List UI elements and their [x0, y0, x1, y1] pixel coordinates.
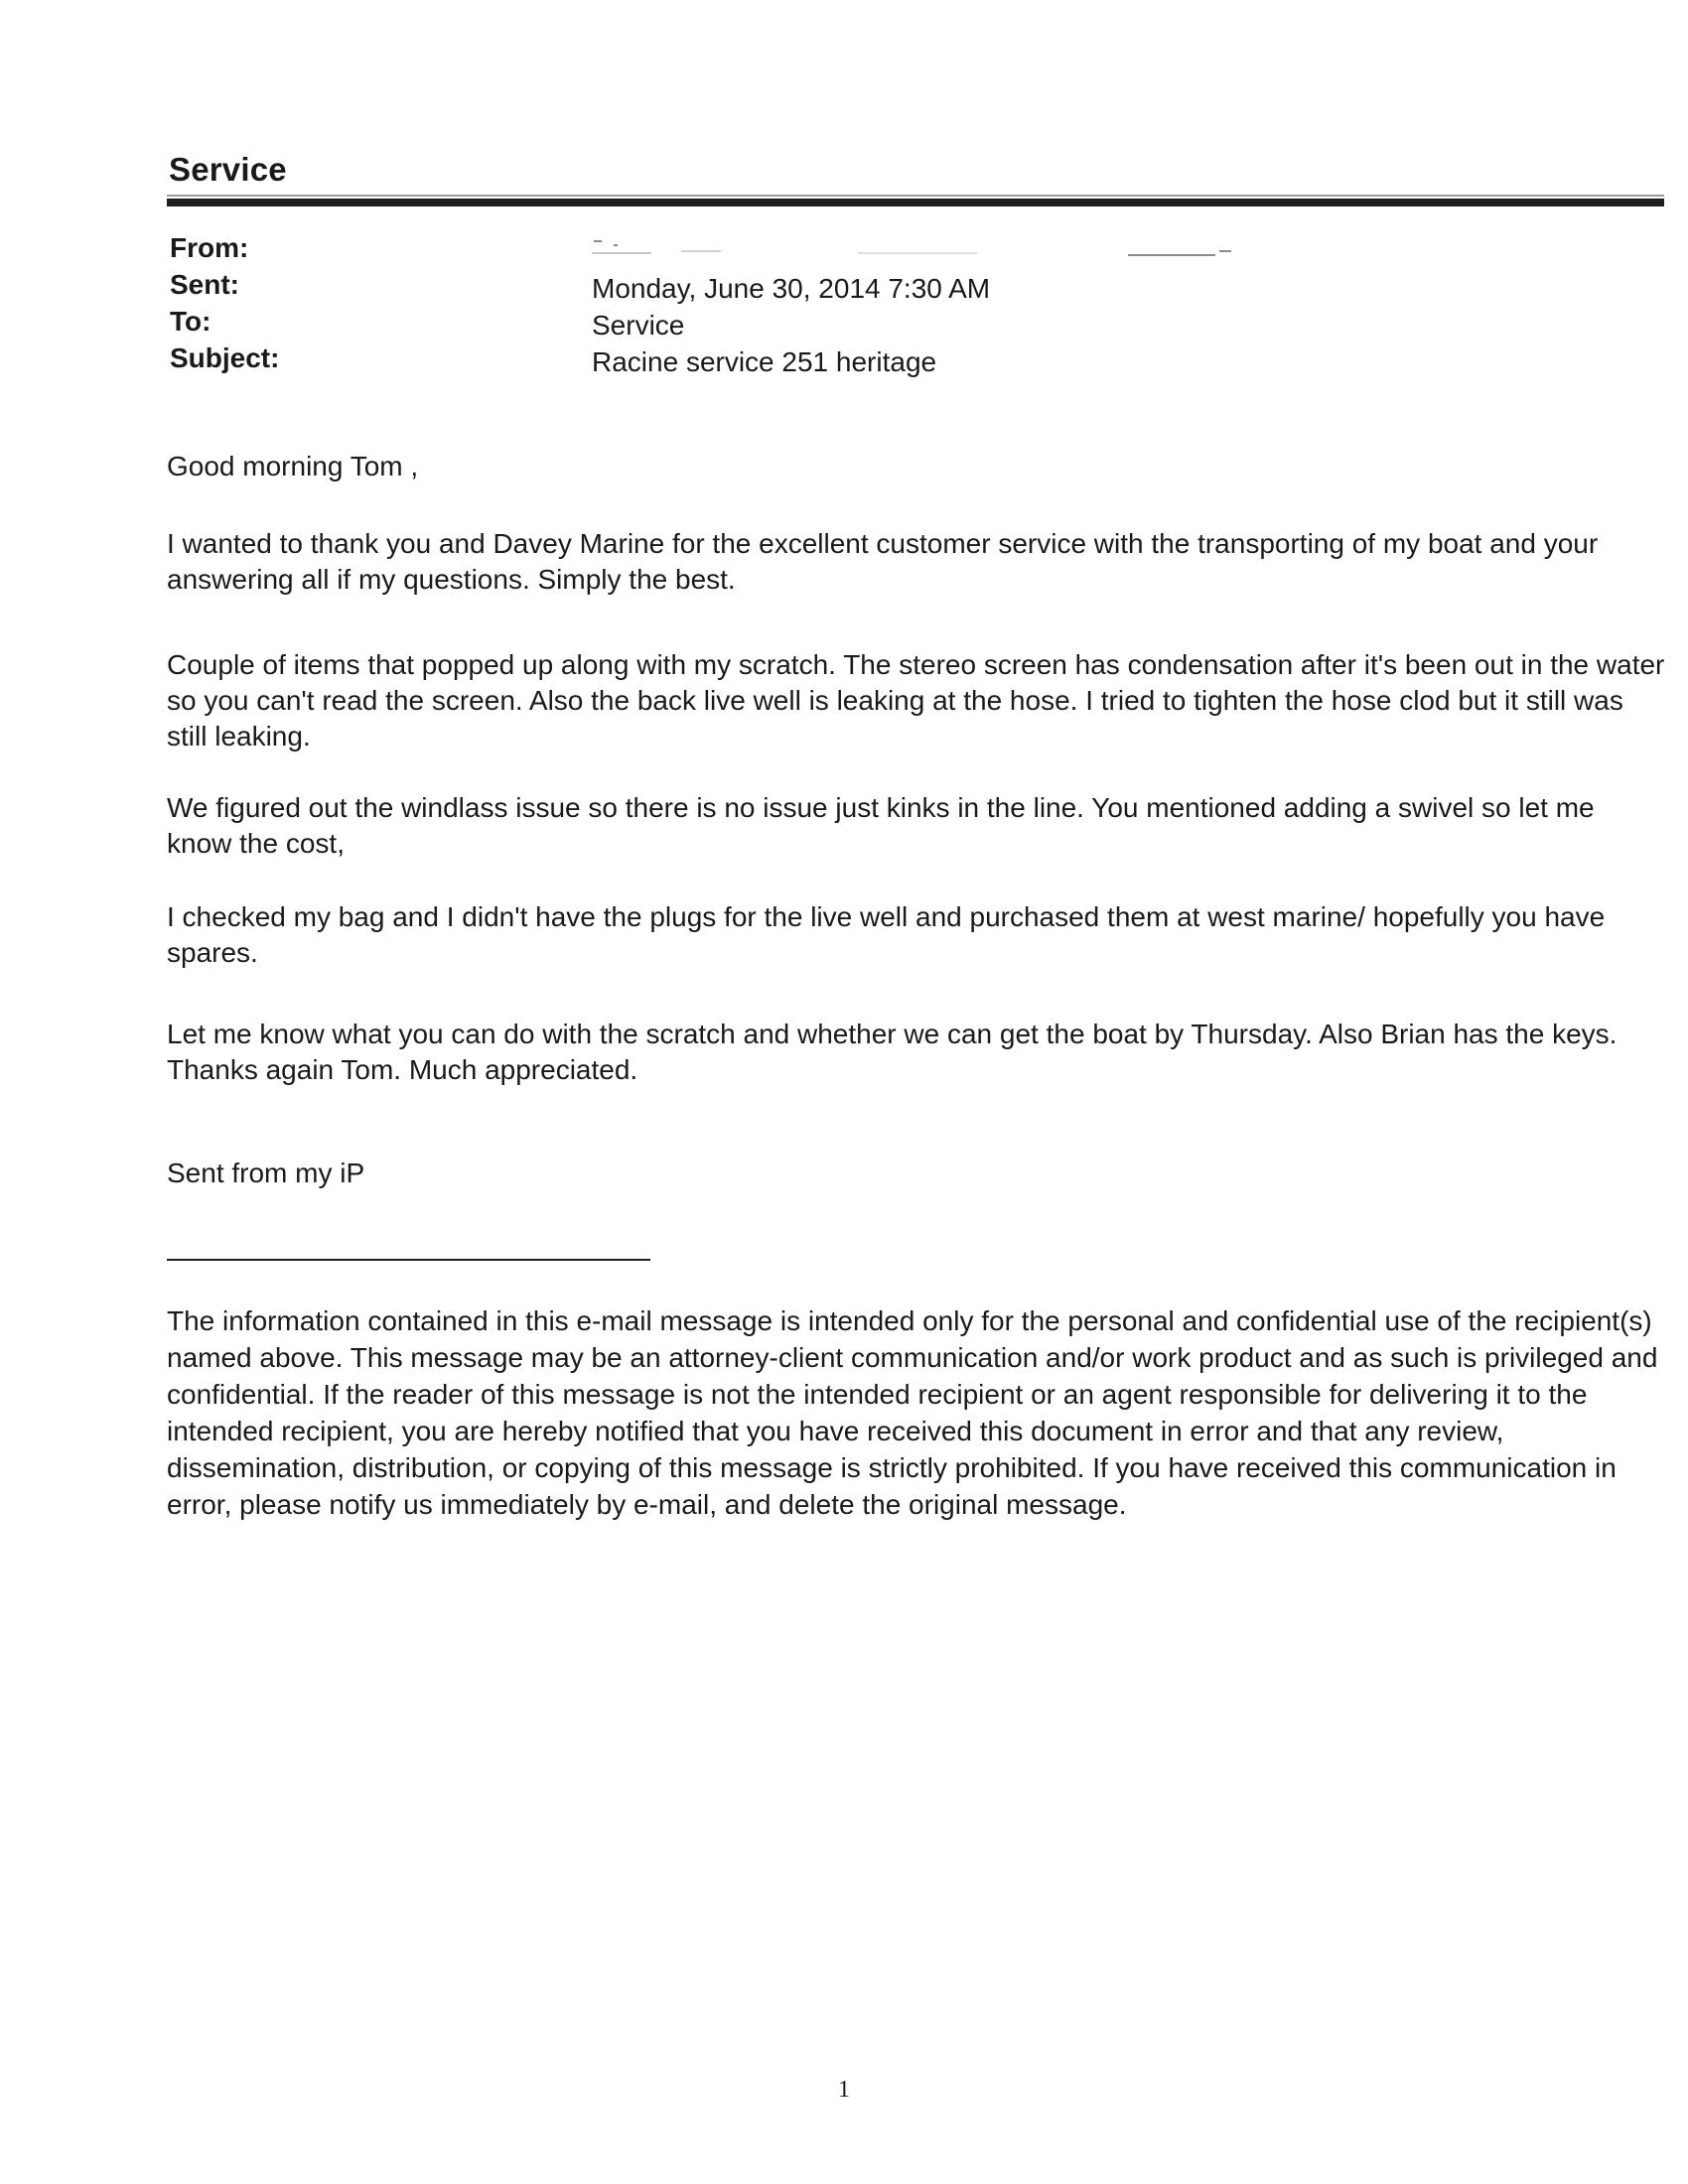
title-divider: [167, 199, 1664, 206]
sent-from-signature: Sent from my iP: [167, 1158, 365, 1188]
to-label: To:: [170, 306, 211, 337]
from-label: From:: [170, 232, 249, 263]
email-paragraph-2: Couple of items that popped up along with my scratch. The stereo screen has condensation after it's been out in the water so you can't read the screen. Also the back live well is leaking at the hose. I tried to tighten the hose clod but it still was still leaking.: [167, 649, 1665, 751]
to-row: [170, 306, 1461, 342]
sent-row: [170, 269, 1461, 306]
sent-label: Sent:: [170, 269, 239, 300]
subject-label: Subject:: [170, 342, 280, 373]
subject-row: [170, 342, 1461, 379]
email-paragraph-5: Let me know what you can do with the scratch and whether we can get the boat by Thursday. Also Brian has the keys. Thanks again Tom. Much appreciated.: [167, 1019, 1618, 1085]
email-greeting: Good morning Tom ,: [167, 451, 419, 481]
confidentiality-disclaimer: The information contained in this e-mail message is intended only for the personal and confidential use of the recipient(s) named above. This message may be an attorney-client communication and/or work product and as such is privileged and confidential. If the reader of this message is not the intended recipient or an agent responsible for delivering it to the intended recipient, you are hereby notified that you have received this document in error and that any review, dissemination, distribution, or copying of this message is strictly prohibited. If you have received this communication in error, please notify us immediately by e-mail, and delete the original message.: [167, 1305, 1658, 1520]
page-number: 1: [838, 2077, 850, 2103]
redacted-sender: [592, 234, 1247, 258]
email-headers: [170, 232, 1461, 379]
title-divider-thin: [167, 195, 1664, 197]
to-value: Service: [592, 310, 685, 341]
email-paragraph-4: I checked my bag and I didn't have the plugs for the live well and purchased them at west marine/ hopefully you have spares.: [167, 901, 1606, 968]
signature-divider: [167, 1259, 650, 1261]
email-paragraph-1: I wanted to thank you and Davey Marine for the excellent customer service with the transporting of my boat and your answering all if my questions. Simply the best.: [167, 528, 1599, 595]
subject-value: Racine service 251 heritage: [592, 346, 937, 377]
page-title: Service: [169, 151, 287, 188]
sent-value: Monday, June 30, 2014 7:30 AM: [592, 273, 991, 304]
email-paragraph-3: We figured out the windlass issue so there is no issue just kinks in the line. You mentioned adding a swivel so let me know the cost,: [167, 792, 1595, 859]
from-row: [170, 232, 1461, 269]
